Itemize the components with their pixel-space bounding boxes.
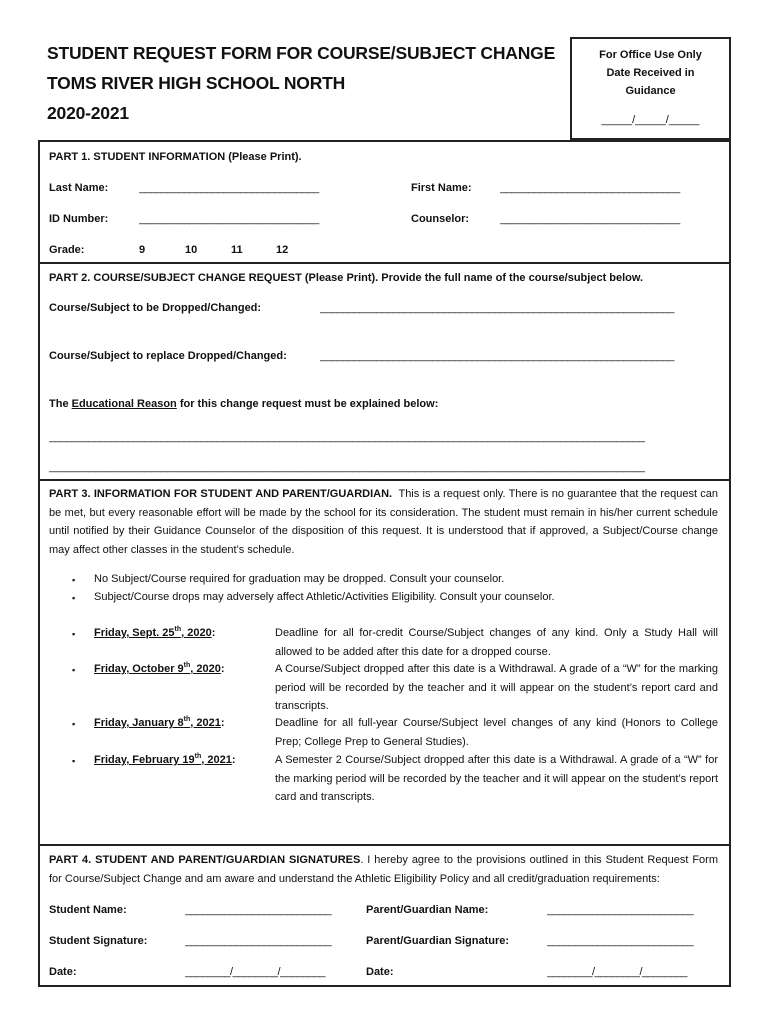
- first-name-field[interactable]: ________________________________: [500, 182, 680, 194]
- divider: [38, 844, 731, 846]
- bullet-icon: ▪: [72, 575, 76, 585]
- part2-heading: PART 2. COURSE/SUBJECT CHANGE REQUEST (Please Print). Provide the full name of the course/subject below.: [49, 272, 644, 284]
- replace-course-field[interactable]: _______________________________________________________________: [320, 350, 674, 362]
- bullet-eligibility: Subject/Course drops may adversely affect Athletic/Activities Eligibility. Consult your counselor.: [94, 591, 555, 603]
- id-number-label: ID Number:: [49, 213, 109, 225]
- student-name-label: Student Name:: [49, 904, 127, 916]
- bullet-icon: ▪: [72, 593, 76, 603]
- reason-instruction: The Educational Reason for this change request must be explained below:: [49, 398, 439, 410]
- id-number-field[interactable]: ________________________________: [139, 213, 319, 225]
- part3-paragraph: PART 3. INFORMATION FOR STUDENT AND PARENT/GUARDIAN. This is a request only. There is no guarantee that the request can be met, but every reasonable effort will be made by the school for its consideration. The student must remain in his/her current schedule until notified by their Guidance Counselor of the disposition of this request. It is understood that if approved, a Subject/Course change may affect other classes in the student’s schedule.: [49, 488, 719, 556]
- dropped-course-field[interactable]: _______________________________________________________________: [320, 302, 674, 314]
- grade-option-11[interactable]: 11: [231, 244, 243, 256]
- office-date-field[interactable]: _____/_____/_____: [601, 114, 700, 126]
- deadline-date: Friday, February 19th, 2021:: [94, 753, 236, 766]
- divider: [38, 985, 731, 987]
- grade-option-9[interactable]: 9: [139, 244, 146, 256]
- school-name: TOMS RIVER HIGH SCHOOL NORTH: [47, 73, 346, 93]
- deadline-date: Friday, January 8th, 2021:: [94, 716, 225, 729]
- office-guidance-label: Guidance: [625, 85, 676, 97]
- grade-label: Grade:: [49, 244, 85, 256]
- divider: [38, 262, 731, 264]
- bullet-icon: ▪: [72, 665, 76, 675]
- divider: [38, 140, 731, 142]
- counselor-field[interactable]: ________________________________: [500, 213, 680, 225]
- student-signature-field[interactable]: __________________________: [185, 935, 332, 947]
- part1-heading: PART 1. STUDENT INFORMATION (Please Print).: [49, 151, 302, 163]
- school-year: 2020-2021: [47, 103, 129, 123]
- parent-signature-field[interactable]: __________________________: [547, 935, 694, 947]
- parent-name-label: Parent/Guardian Name:: [366, 904, 489, 916]
- parent-date-label: Date:: [366, 966, 394, 978]
- grade-option-10[interactable]: 10: [185, 244, 198, 256]
- deadline-date: Friday, October 9th, 2020:: [94, 662, 225, 675]
- replace-course-label: Course/Subject to replace Dropped/Changed:: [49, 350, 287, 362]
- office-use-label: For Office Use Only: [599, 49, 702, 61]
- deadline-text: A Course/Subject dropped after this date is a Withdrawal. A grade of a “W” for the marking period will be recorded by the teacher and it will appear on the student’s report card and transcripts.: [275, 663, 718, 712]
- part4-heading: PART 4. STUDENT AND PARENT/GUARDIAN SIGNATURES: [49, 854, 361, 866]
- student-name-field[interactable]: __________________________: [185, 904, 332, 916]
- office-date-received-label: Date Received in: [606, 67, 695, 79]
- bullet-icon: ▪: [72, 719, 76, 729]
- part3-heading: PART 3. INFORMATION FOR STUDENT AND PARENT/GUARDIAN.: [49, 488, 393, 500]
- office-use-box: [570, 37, 731, 140]
- bullet-icon: ▪: [72, 756, 76, 766]
- form-title: STUDENT REQUEST FORM FOR COURSE/SUBJECT CHANGE: [47, 43, 556, 63]
- grade-option-12[interactable]: 12: [276, 244, 289, 256]
- bullet-graduation: No Subject/Course required for graduation may be dropped. Consult your counselor.: [94, 573, 505, 585]
- reason-line-1[interactable]: __________________________________________________________________________________________________________: [49, 431, 645, 443]
- parent-name-field[interactable]: __________________________: [547, 904, 694, 916]
- counselor-label: Counselor:: [411, 213, 470, 225]
- last-name-label: Last Name:: [49, 182, 109, 194]
- bullet-icon: ▪: [72, 629, 76, 639]
- parent-signature-label: Parent/Guardian Signature:: [366, 935, 510, 947]
- student-date-label: Date:: [49, 966, 77, 978]
- dropped-course-label: Course/Subject to be Dropped/Changed:: [49, 302, 262, 314]
- first-name-label: First Name:: [411, 182, 472, 194]
- deadline-text: A Semester 2 Course/Subject dropped after this date is a Withdrawal. A grade of a “W” for the marking period will be recorded by the teacher and it will appear on the student’s report card and transcripts.: [275, 754, 718, 803]
- deadline-text: Deadline for all for-credit Course/Subject changes of any kind. Only a Study Hall will allowed to be added after this date for a dropped course.: [275, 627, 718, 658]
- deadline-text: Deadline for all full-year Course/Subject level changes of any kind (Honors to College Prep; College Prep to General Studies).: [275, 717, 718, 748]
- divider: [38, 479, 731, 481]
- deadline-date: Friday, Sept. 25th, 2020:: [94, 626, 216, 639]
- last-name-field[interactable]: ________________________________: [139, 182, 319, 194]
- part4-paragraph: PART 4. STUDENT AND PARENT/GUARDIAN SIGNATURES. I hereby agree to the provisions outlined in this Student Request Form for Course/Subject Change and am aware and understand the Athletic Eligibility Policy and all credit/graduation requirements:: [49, 854, 718, 885]
- student-signature-label: Student Signature:: [49, 935, 148, 947]
- reason-line-2[interactable]: __________________________________________________________________________________________________________: [49, 461, 645, 473]
- parent-date-field[interactable]: ________/________/________: [547, 966, 687, 978]
- student-date-field[interactable]: ________/________/________: [185, 966, 325, 978]
